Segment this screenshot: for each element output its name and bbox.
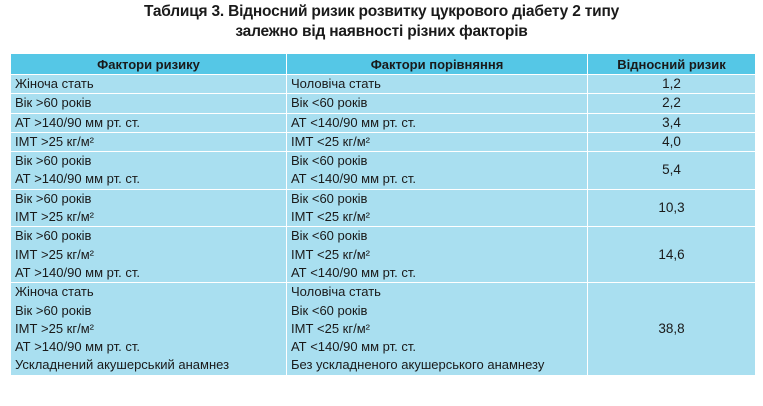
- comparison-factors-cell: [287, 189, 588, 227]
- risk-factors-cell: [11, 189, 287, 227]
- comparison-factors-cell: [287, 132, 588, 151]
- comparison-factors-cell: [287, 94, 588, 113]
- risk-factor: ІМТ >25 кг/м²: [15, 209, 94, 225]
- risk-factor: Жіноча стать: [15, 76, 94, 91]
- relative-risk-value: 3,4: [588, 113, 756, 132]
- comparison-factor: АТ <140/90 мм рт. ст.: [291, 339, 416, 355]
- comparison-factor: ІМТ <25 кг/м²: [291, 246, 370, 262]
- table-body: [11, 75, 756, 376]
- risk-factor: АТ >140/90 мм рт. ст.: [15, 171, 140, 187]
- relative-risk-value: 2,2: [588, 94, 756, 113]
- comparison-factor: Вік <60 років: [291, 95, 368, 111]
- risk-factor: АТ >140/90 мм рт. ст.: [15, 339, 140, 355]
- risk-factor: Жіноча стать: [15, 284, 94, 300]
- risk-factors-cell: [11, 132, 287, 151]
- risk-factor: ІМТ >25 кг/м²: [15, 320, 94, 336]
- risk-factors-cell: [11, 113, 287, 132]
- table-row: [11, 113, 756, 132]
- table-row: [11, 75, 756, 94]
- comparison-factors-cell: [287, 227, 588, 283]
- relative-risk-value: 4,0: [588, 132, 756, 151]
- risk-factor: Вік >60 років: [15, 95, 92, 111]
- comparison-factor: ІМТ <25 кг/м²: [291, 133, 370, 149]
- table-header: [11, 54, 756, 75]
- risk-factors-cell: [11, 75, 287, 94]
- comparison-factor: АТ <140/90 мм рт. ст.: [291, 264, 416, 280]
- comparison-factors-cell: [287, 75, 588, 94]
- header-comparison-factors: Фактори порівняння: [287, 54, 588, 75]
- relative-risk-value: 5,4: [588, 152, 756, 190]
- table-row: [11, 189, 756, 227]
- comparison-factor: Вік <60 років: [291, 190, 368, 206]
- table-row: [11, 132, 756, 151]
- risk-factor: Ускладнений акушерський анамнез: [15, 357, 230, 373]
- caption-line-2: залежно від наявності різних факторів: [235, 23, 528, 40]
- comparison-factors-cell: [287, 152, 588, 190]
- comparison-factor: Без ускладненого акушерського анамнезу: [291, 357, 545, 373]
- risk-factor: Вік >60 років: [15, 190, 92, 206]
- relative-risk-value: 38,8: [588, 283, 756, 375]
- risk-factors-cell: [11, 152, 287, 190]
- relative-risk-value: 14,6: [588, 227, 756, 283]
- risk-factor: АТ >140/90 мм рт. ст.: [15, 264, 140, 280]
- risk-factor: Вік >60 років: [15, 153, 92, 169]
- table-row: [11, 227, 756, 283]
- risk-factor: АТ >140/90 мм рт. ст.: [15, 114, 140, 130]
- comparison-factor: Вік <60 років: [291, 228, 368, 244]
- comparison-factor: ІМТ <25 кг/м²: [291, 209, 370, 225]
- table-row: [11, 283, 756, 375]
- table-row: [11, 94, 756, 113]
- table-caption: [0, 0, 763, 52]
- header-risk-factors: Фактори ризику: [11, 54, 287, 75]
- comparison-factor: Чоловіча стать: [291, 76, 381, 91]
- risk-factor: ІМТ >25 кг/м²: [15, 133, 94, 149]
- comparison-factor: ІМТ <25 кг/м²: [291, 320, 370, 336]
- risk-factors-cell: [11, 283, 287, 375]
- risk-factor: Вік >60 років: [15, 302, 92, 318]
- relative-risk-value: 1,2: [588, 75, 756, 94]
- risk-factors-cell: [11, 94, 287, 113]
- risk-factors-cell: [11, 227, 287, 283]
- table-row: [11, 152, 756, 190]
- comparison-factor: АТ <140/90 мм рт. ст.: [291, 171, 416, 187]
- comparison-factor: АТ <140/90 мм рт. ст.: [291, 114, 416, 130]
- comparison-factor: Чоловіча стать: [291, 284, 381, 300]
- header-row: [11, 54, 756, 75]
- comparison-factors-cell: [287, 283, 588, 375]
- comparison-factor: Вік <60 років: [291, 153, 368, 169]
- comparison-factors-cell: [287, 113, 588, 132]
- caption-line-1: Таблиця 3. Відносний ризик розвитку цукрового діабету 2 типу: [143, 3, 620, 20]
- relative-risk-value: 10,3: [588, 189, 756, 227]
- relative-risk-table: [10, 53, 756, 376]
- comparison-factor: Вік <60 років: [291, 302, 368, 318]
- header-relative-risk: Відносний ризик: [588, 54, 756, 75]
- risk-factor: Вік >60 років: [15, 228, 92, 244]
- risk-factor: ІМТ >25 кг/м²: [15, 246, 94, 262]
